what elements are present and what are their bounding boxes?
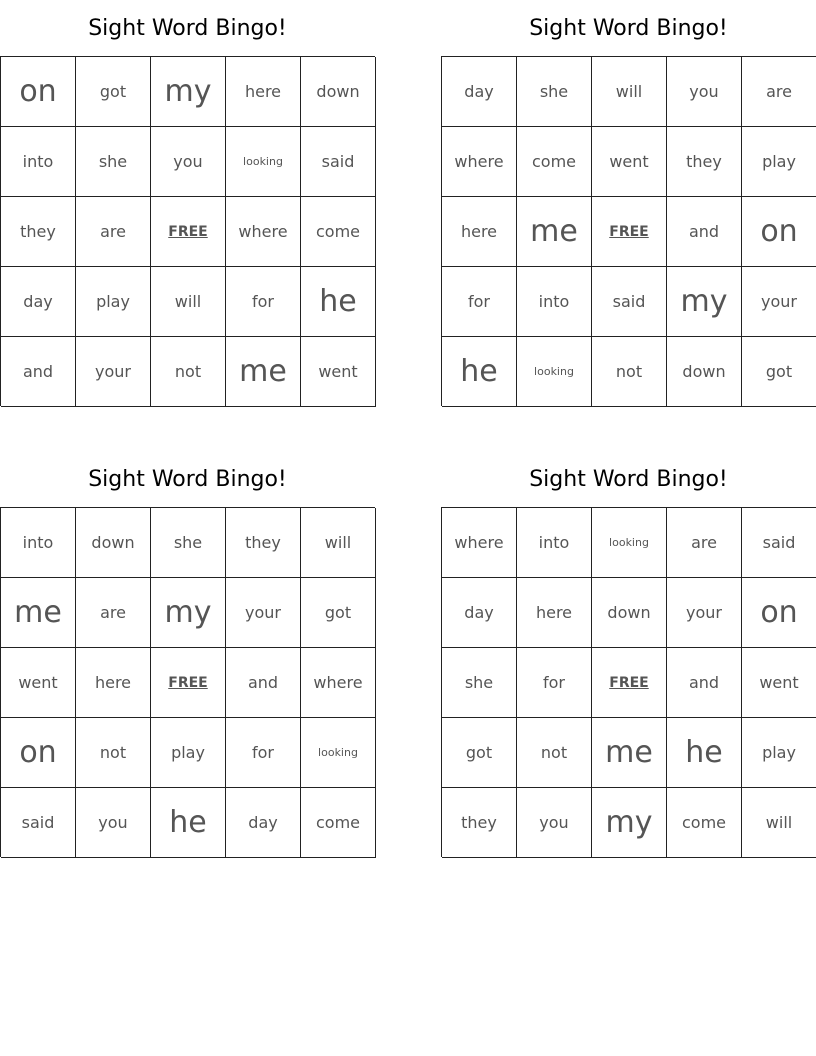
bingo-grid bbox=[0, 507, 375, 857]
bingo-cell: down bbox=[667, 337, 742, 407]
bingo-cell: not bbox=[592, 337, 667, 407]
bingo-cell: you bbox=[517, 788, 592, 858]
bingo-cell: looking bbox=[301, 718, 376, 788]
bingo-cell: your bbox=[667, 578, 742, 648]
bingo-cell: he bbox=[301, 267, 376, 337]
bingo-cell: me bbox=[1, 578, 76, 648]
bingo-cell: and bbox=[1, 337, 76, 407]
bingo-cell: she bbox=[76, 127, 151, 197]
free-space-cell: FREE bbox=[592, 197, 667, 267]
bingo-cell: got bbox=[76, 57, 151, 127]
bingo-cell: come bbox=[301, 788, 376, 858]
bingo-cell: here bbox=[226, 57, 301, 127]
bingo-grid bbox=[441, 507, 816, 857]
bingo-cell: he bbox=[667, 718, 742, 788]
bingo-cell: you bbox=[76, 788, 151, 858]
bingo-cell: on bbox=[1, 57, 76, 127]
bingo-cell: will bbox=[301, 508, 376, 578]
card-title: Sight Word Bingo! bbox=[88, 466, 287, 492]
bingo-cell: day bbox=[442, 578, 517, 648]
bingo-cell: my bbox=[592, 788, 667, 858]
bingo-cell: day bbox=[1, 267, 76, 337]
bingo-cell: where bbox=[442, 508, 517, 578]
bingo-cell: they bbox=[226, 508, 301, 578]
bingo-grid bbox=[0, 56, 375, 406]
bingo-cell: on bbox=[1, 718, 76, 788]
bingo-cell: here bbox=[442, 197, 517, 267]
bingo-cell: will bbox=[742, 788, 816, 858]
bingo-cell: for bbox=[442, 267, 517, 337]
bingo-cell: looking bbox=[226, 127, 301, 197]
bingo-cell: are bbox=[76, 197, 151, 267]
bingo-cell: she bbox=[151, 508, 226, 578]
bingo-cell: your bbox=[226, 578, 301, 648]
bingo-cell: will bbox=[592, 57, 667, 127]
bingo-cell: my bbox=[151, 57, 226, 127]
bingo-cell: come bbox=[667, 788, 742, 858]
bingo-cell: said bbox=[592, 267, 667, 337]
bingo-cell: me bbox=[517, 197, 592, 267]
bingo-cell: went bbox=[592, 127, 667, 197]
bingo-cell: you bbox=[151, 127, 226, 197]
bingo-cell: said bbox=[301, 127, 376, 197]
card-title: Sight Word Bingo! bbox=[529, 466, 728, 492]
bingo-cell: not bbox=[517, 718, 592, 788]
bingo-cell: you bbox=[667, 57, 742, 127]
bingo-cell: looking bbox=[592, 508, 667, 578]
free-space-cell: FREE bbox=[592, 648, 667, 718]
bingo-cell: and bbox=[226, 648, 301, 718]
bingo-cell: into bbox=[517, 267, 592, 337]
bingo-cell: my bbox=[151, 578, 226, 648]
bingo-cell: went bbox=[742, 648, 816, 718]
bingo-cell: for bbox=[226, 718, 301, 788]
bingo-cell: me bbox=[226, 337, 301, 407]
bingo-cell: here bbox=[76, 648, 151, 718]
bingo-cell: for bbox=[517, 648, 592, 718]
bingo-cell: where bbox=[442, 127, 517, 197]
bingo-cell: your bbox=[76, 337, 151, 407]
bingo-cell: and bbox=[667, 197, 742, 267]
bingo-cell: he bbox=[442, 337, 517, 407]
bingo-cell: play bbox=[151, 718, 226, 788]
bingo-cell: are bbox=[742, 57, 816, 127]
bingo-cell: she bbox=[517, 57, 592, 127]
bingo-cell: play bbox=[742, 718, 816, 788]
bingo-cell: come bbox=[301, 197, 376, 267]
bingo-cell: they bbox=[442, 788, 517, 858]
bingo-cell: she bbox=[442, 648, 517, 718]
free-space-cell: FREE bbox=[151, 197, 226, 267]
bingo-cell: down bbox=[301, 57, 376, 127]
bingo-cell: your bbox=[742, 267, 816, 337]
bingo-cell: where bbox=[226, 197, 301, 267]
bingo-cell: my bbox=[667, 267, 742, 337]
bingo-cell: on bbox=[742, 197, 816, 267]
bingo-cell: are bbox=[667, 508, 742, 578]
bingo-cell: got bbox=[442, 718, 517, 788]
card-title: Sight Word Bingo! bbox=[88, 15, 287, 41]
bingo-cell: got bbox=[742, 337, 816, 407]
bingo-cell: looking bbox=[517, 337, 592, 407]
bingo-cell: not bbox=[76, 718, 151, 788]
bingo-cell: said bbox=[742, 508, 816, 578]
bingo-cell: play bbox=[76, 267, 151, 337]
bingo-cell: into bbox=[1, 508, 76, 578]
bingo-cell: where bbox=[301, 648, 376, 718]
bingo-cell: come bbox=[517, 127, 592, 197]
bingo-cell: play bbox=[742, 127, 816, 197]
bingo-cell: went bbox=[301, 337, 376, 407]
bingo-grid bbox=[441, 56, 816, 406]
free-space-cell: FREE bbox=[151, 648, 226, 718]
bingo-cell: day bbox=[226, 788, 301, 858]
bingo-cell: went bbox=[1, 648, 76, 718]
bingo-cell: he bbox=[151, 788, 226, 858]
bingo-cell: they bbox=[1, 197, 76, 267]
card-title: Sight Word Bingo! bbox=[529, 15, 728, 41]
bingo-cell: not bbox=[151, 337, 226, 407]
bingo-cell: they bbox=[667, 127, 742, 197]
bingo-cell: said bbox=[1, 788, 76, 858]
bingo-cell: into bbox=[517, 508, 592, 578]
bingo-cell: day bbox=[442, 57, 517, 127]
bingo-cell: here bbox=[517, 578, 592, 648]
bingo-cell: got bbox=[301, 578, 376, 648]
bingo-cell: for bbox=[226, 267, 301, 337]
bingo-cell: me bbox=[592, 718, 667, 788]
bingo-cell: on bbox=[742, 578, 816, 648]
bingo-cell: down bbox=[592, 578, 667, 648]
bingo-cell: are bbox=[76, 578, 151, 648]
bingo-cell: and bbox=[667, 648, 742, 718]
bingo-cell: down bbox=[76, 508, 151, 578]
bingo-cell: into bbox=[1, 127, 76, 197]
bingo-cell: will bbox=[151, 267, 226, 337]
